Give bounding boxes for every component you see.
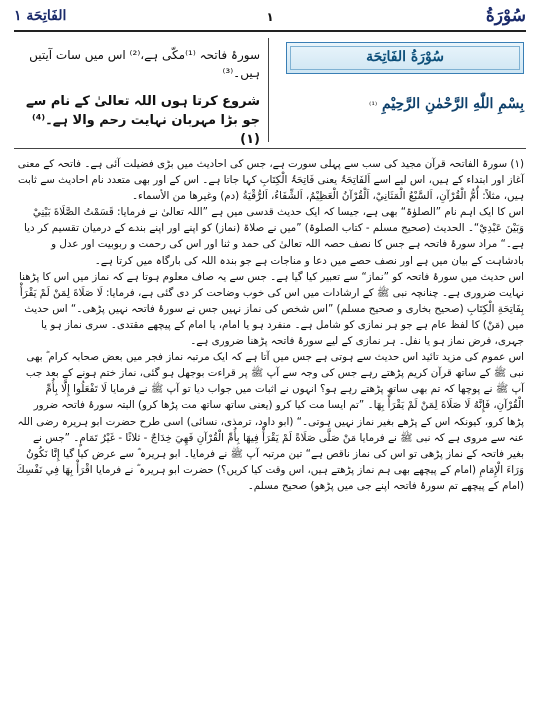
surah-title: سُوْرَةُ الفَاتِحَة (366, 49, 444, 65)
bismillah-translation: شروع کرتا ہوں اللہ تعالیٰ کے نام سے جو بڑا مہربان نہایت رحم والا ہے۔⁽⁴⁾ (۱) (25, 94, 260, 147)
commentary-paragraph: اس کا ایک اہم نام ”الصلوٰۃ“ بھی ہے، جیسا کہ ایک حدیث قدسی میں ہے ”اللہ تعالیٰ نے فرمایا: قَسَمْتُ الصَّلَاةَ بَيْنِيْ وَبَيْنَ عَبْدِيْ“۔ الحدیث (صحیح مسلم - کتاب الصلوۃ) ”میں نے صلاۃ (نماز) کو اپنے اور اپنے بندے کے درمیان تقسیم کر دیا ہے۔“ مراد سورۂ فاتحہ ہے جس کا نصف حصہ اللہ تعالیٰ کی حمد و ثنا اور اس کی رحمت و ربوبیت اور عدل و بادشاہت کے بیان میں ہے اور نصف حصے میں دعا و مناجات ہے جو بندہ اللہ کی بارگاہ میں کرتا ہے۔ (24, 206, 524, 267)
bismillah-footnote-marker: ⁽¹⁾ (369, 101, 378, 111)
commentary-body (16, 156, 524, 494)
bismillah-text: بِسْمِ اللّٰهِ الرَّحْمٰنِ الرَّحِيْمِ (382, 96, 524, 112)
section-divider (14, 148, 526, 149)
bismillah-verse (284, 96, 524, 112)
commentary-paragraph: (۱) سورۃ الفاتحہ قرآن مجید کی سب سے پہلی سورت ہے، جس کی احادیث میں بڑی فضیلت آئی ہے۔ فاتحہ کے معنی آغاز اور ابتداء کے ہیں، اس لیے اسے اَلفَاتِحَۃُ یعنی فَاتِحَۃُ الْکِتَابِ کہا جاتا ہے۔ اس کے اور بھی متعدد نام احادیث سے ثابت ہیں، مثلاً: أُمُّ الْقُرْآنِ، اَلسَّبْعُ الْمَثَانِيْ، اَلْقُرْآنُ الْعَظِيْمُ، اَلشِّفَاءُ، اَلرُّقْيَةُ (دم) وغیرها من الأسماء۔ (17, 158, 524, 203)
surah-title-banner (286, 42, 524, 74)
header-surah-label: سُوْرَةُ (485, 6, 526, 26)
surah-intro: سورۂ فاتحہ ⁽¹⁾مکّی ہے،⁽²⁾ اس میں سات آیتیں ہیں۔⁽³⁾ (29, 48, 260, 80)
header-surah-name: الفَاتِحَة ۱ (14, 8, 67, 24)
header-page-number: ۱ (266, 10, 274, 24)
page-header (14, 6, 526, 28)
commentary-paragraph: اس عموم کی مزید تائید اس حدیث سے ہوتی ہے جس میں آتا ہے کہ ایک مرتبہ نماز فجر میں بعض صحابہ کرام ؓ بھی نبی ﷺ کے ساتھ قرآن کریم پڑھتے رہے جس کی وجہ سے آپ ﷺ پر قراءت بوجھل ہو گئی، نماز ختم ہونے کے بعد جب آپ ﷺ نے پوچھا کہ تم بھی ساتھ پڑھتے رہے ہو؟ انہوں نے اثبات میں جواب دیا تو آپ ﷺ نے فرمایا لَا تَفْعَلُوا إِلَّا بِأُمِّ الْقُرْآنِ، فَإِنَّهُ لَا صَلَاةَ لِمَنْ لَمْ يَقْرَأْ بِهَا۔ ”تم ایسا مت کیا کرو (یعنی ساتھ ساتھ مت پڑھا کرو) البتہ سورۂ فاتحہ ضرور پڑھا کرو، کیونکہ اس کے پڑھے بغیر نماز نہیں ہوتی۔“ (ابو داود، ترمذی، نسائی) اسی طرح حضرت ابو ہریرہ رضی اللہ عنہ سے مروی ہے کہ نبی ﷺ نے فرمایا مَنْ صَلَّى صَلَاةً لَمْ يَقْرَأْ فِيهَا بِأُمِّ الْقُرْآنِ فَهِيَ خِدَاجٌ - ثلاثًا - غَيْرُ تَمَامٍ۔ ”جس نے بغیر فاتحہ کے نماز پڑھی تو اس کی نماز ناقص ہے“ تین مرتبہ آپ ﷺ نے فرمایا۔ ابو ہریرہ ؓ سے عرض کیا گیا إِنَّا نَكُونُ وَرَاءَ الْإِمَامِ (امام کے پیچھے بھی ہم نماز پڑھتے ہیں، اس وقت کیا کریں؟) حضرت ابو ہریرہ ؓ نے فرمایا اقْرَأْ بِهَا فِي نَفْسِكَ (امام کے پیچھے تم سورۂ فاتحہ اپنے جی میں پڑھو) صحیح مسلم۔ (16, 351, 524, 492)
commentary-paragraph: اس حدیث میں سورۂ فاتحہ کو ”نماز“ سے تعبیر کیا گیا ہے۔ جس سے یہ صاف معلوم ہوتا ہے کہ نماز میں اس کا پڑھنا نہایت ضروری ہے۔ چنانچہ نبی ﷺ کے ارشادات میں اس کی خوب وضاحت کر دی گئی ہے، فرمایا: لَا صَلَاةَ لِمَنْ لَمْ يَقْرَأْ بِفَاتِحَةِ الْكِتَابِ (صحیح بخاری و صحیح مسلم) ”اس شخص کی نماز نہیں جس نے سورۂ فاتحہ نہیں پڑھی۔“ اس حدیث میں (مَنْ) کا لفظ عام ہے جو ہر نمازی کو شامل ہے۔ منفرد ہو یا امام، یا امام کے پیچھے مقتدی۔ سری نماز ہو یا جہری، فرض نماز ہو یا نفل۔ ہر نمازی کے لیے سورۂ فاتحہ پڑھنا ضروری ہے۔ (19, 270, 524, 348)
column-divider (268, 38, 269, 142)
header-divider (14, 30, 526, 32)
